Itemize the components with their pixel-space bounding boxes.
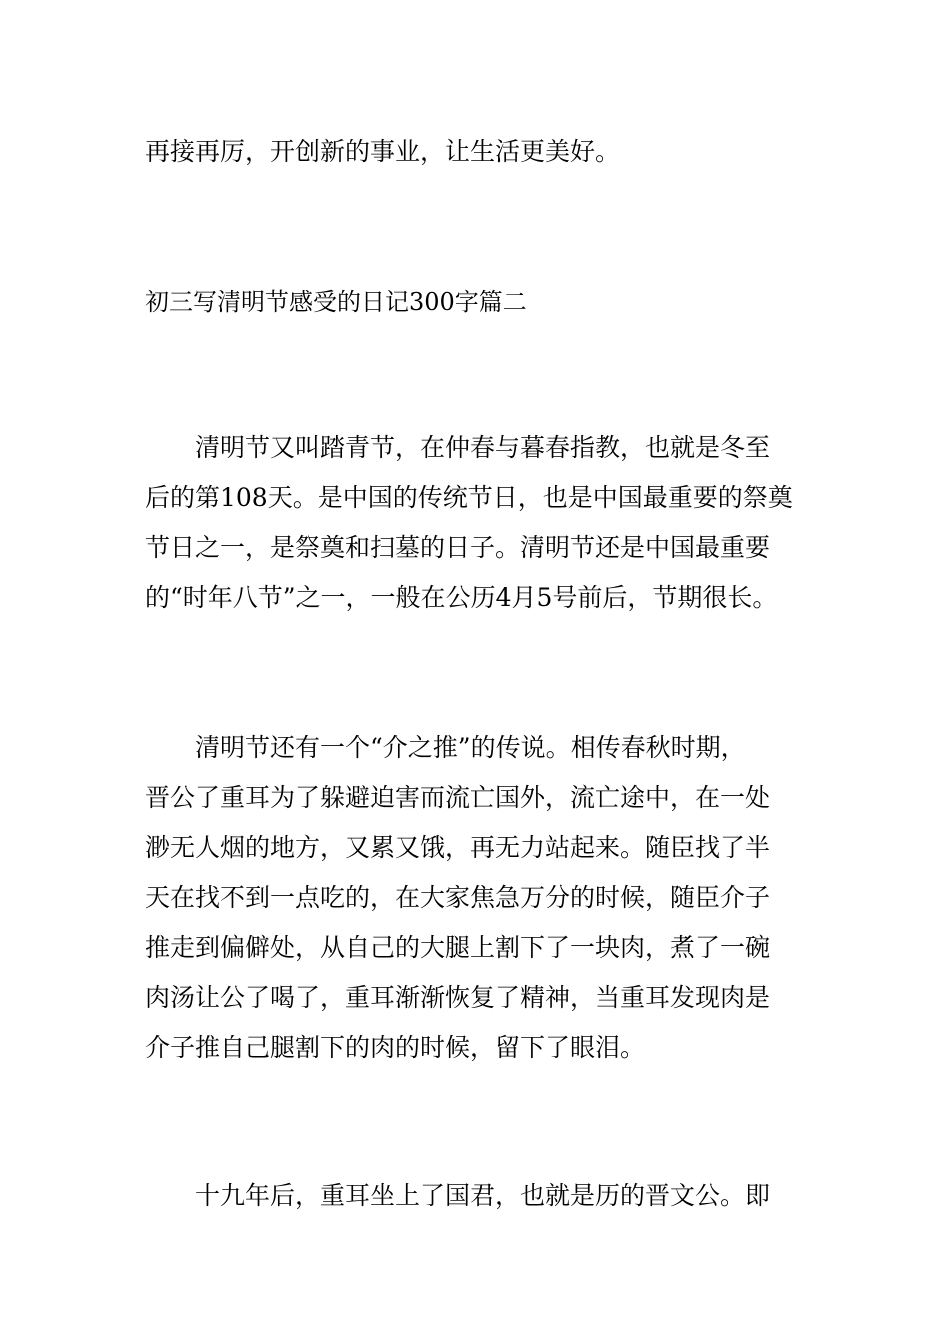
paragraph-1-line-4: 的“时年八节”之一，一般在公历4月5号前后，节期很长。	[145, 583, 778, 612]
paragraph-2-line-5: 推走到偏僻处，从自己的大腿上割下了一块肉，煮了一碗	[145, 933, 771, 962]
paragraph-2-line-3: 渺无人烟的地方，又累又饿，再无力站起来。随臣找了半	[145, 833, 771, 862]
paragraph-1-line-2: 后的第108天。是中国的传统节日，也是中国最重要的祭奠	[145, 483, 793, 512]
paragraph-1-line-3: 节日之一，是祭奠和扫墓的日子。清明节还是中国最重要	[145, 533, 771, 562]
paragraph-1-line-1: 清明节又叫踏青节，在仲春与暮春指教，也就是冬至	[145, 433, 771, 462]
paragraph-2-line-7: 介子推自己腿割下的肉的时候，留下了眼泪。	[145, 1033, 646, 1062]
paragraph-2-line-2: 晋公了重耳为了躲避迫害而流亡国外，流亡途中，在一处	[145, 783, 771, 812]
paragraph-2-line-6: 肉汤让公了喝了，重耳渐渐恢复了精神，当重耳发现肉是	[145, 983, 771, 1012]
section-title: 初三写清明节感受的日记300字篇二	[145, 288, 527, 316]
intro-line: 再接再厉，开创新的事业，让生活更美好。	[145, 137, 621, 166]
paragraph-2-line-4: 天在找不到一点吃的，在大家焦急万分的时候，随臣介子	[145, 883, 771, 912]
paragraph-3-line-1: 十九年后，重耳坐上了国君，也就是历的晋文公。即	[145, 1181, 771, 1210]
paragraph-2-line-1: 清明节还有一个“介之推”的传说。相传春秋时期，	[145, 733, 746, 762]
